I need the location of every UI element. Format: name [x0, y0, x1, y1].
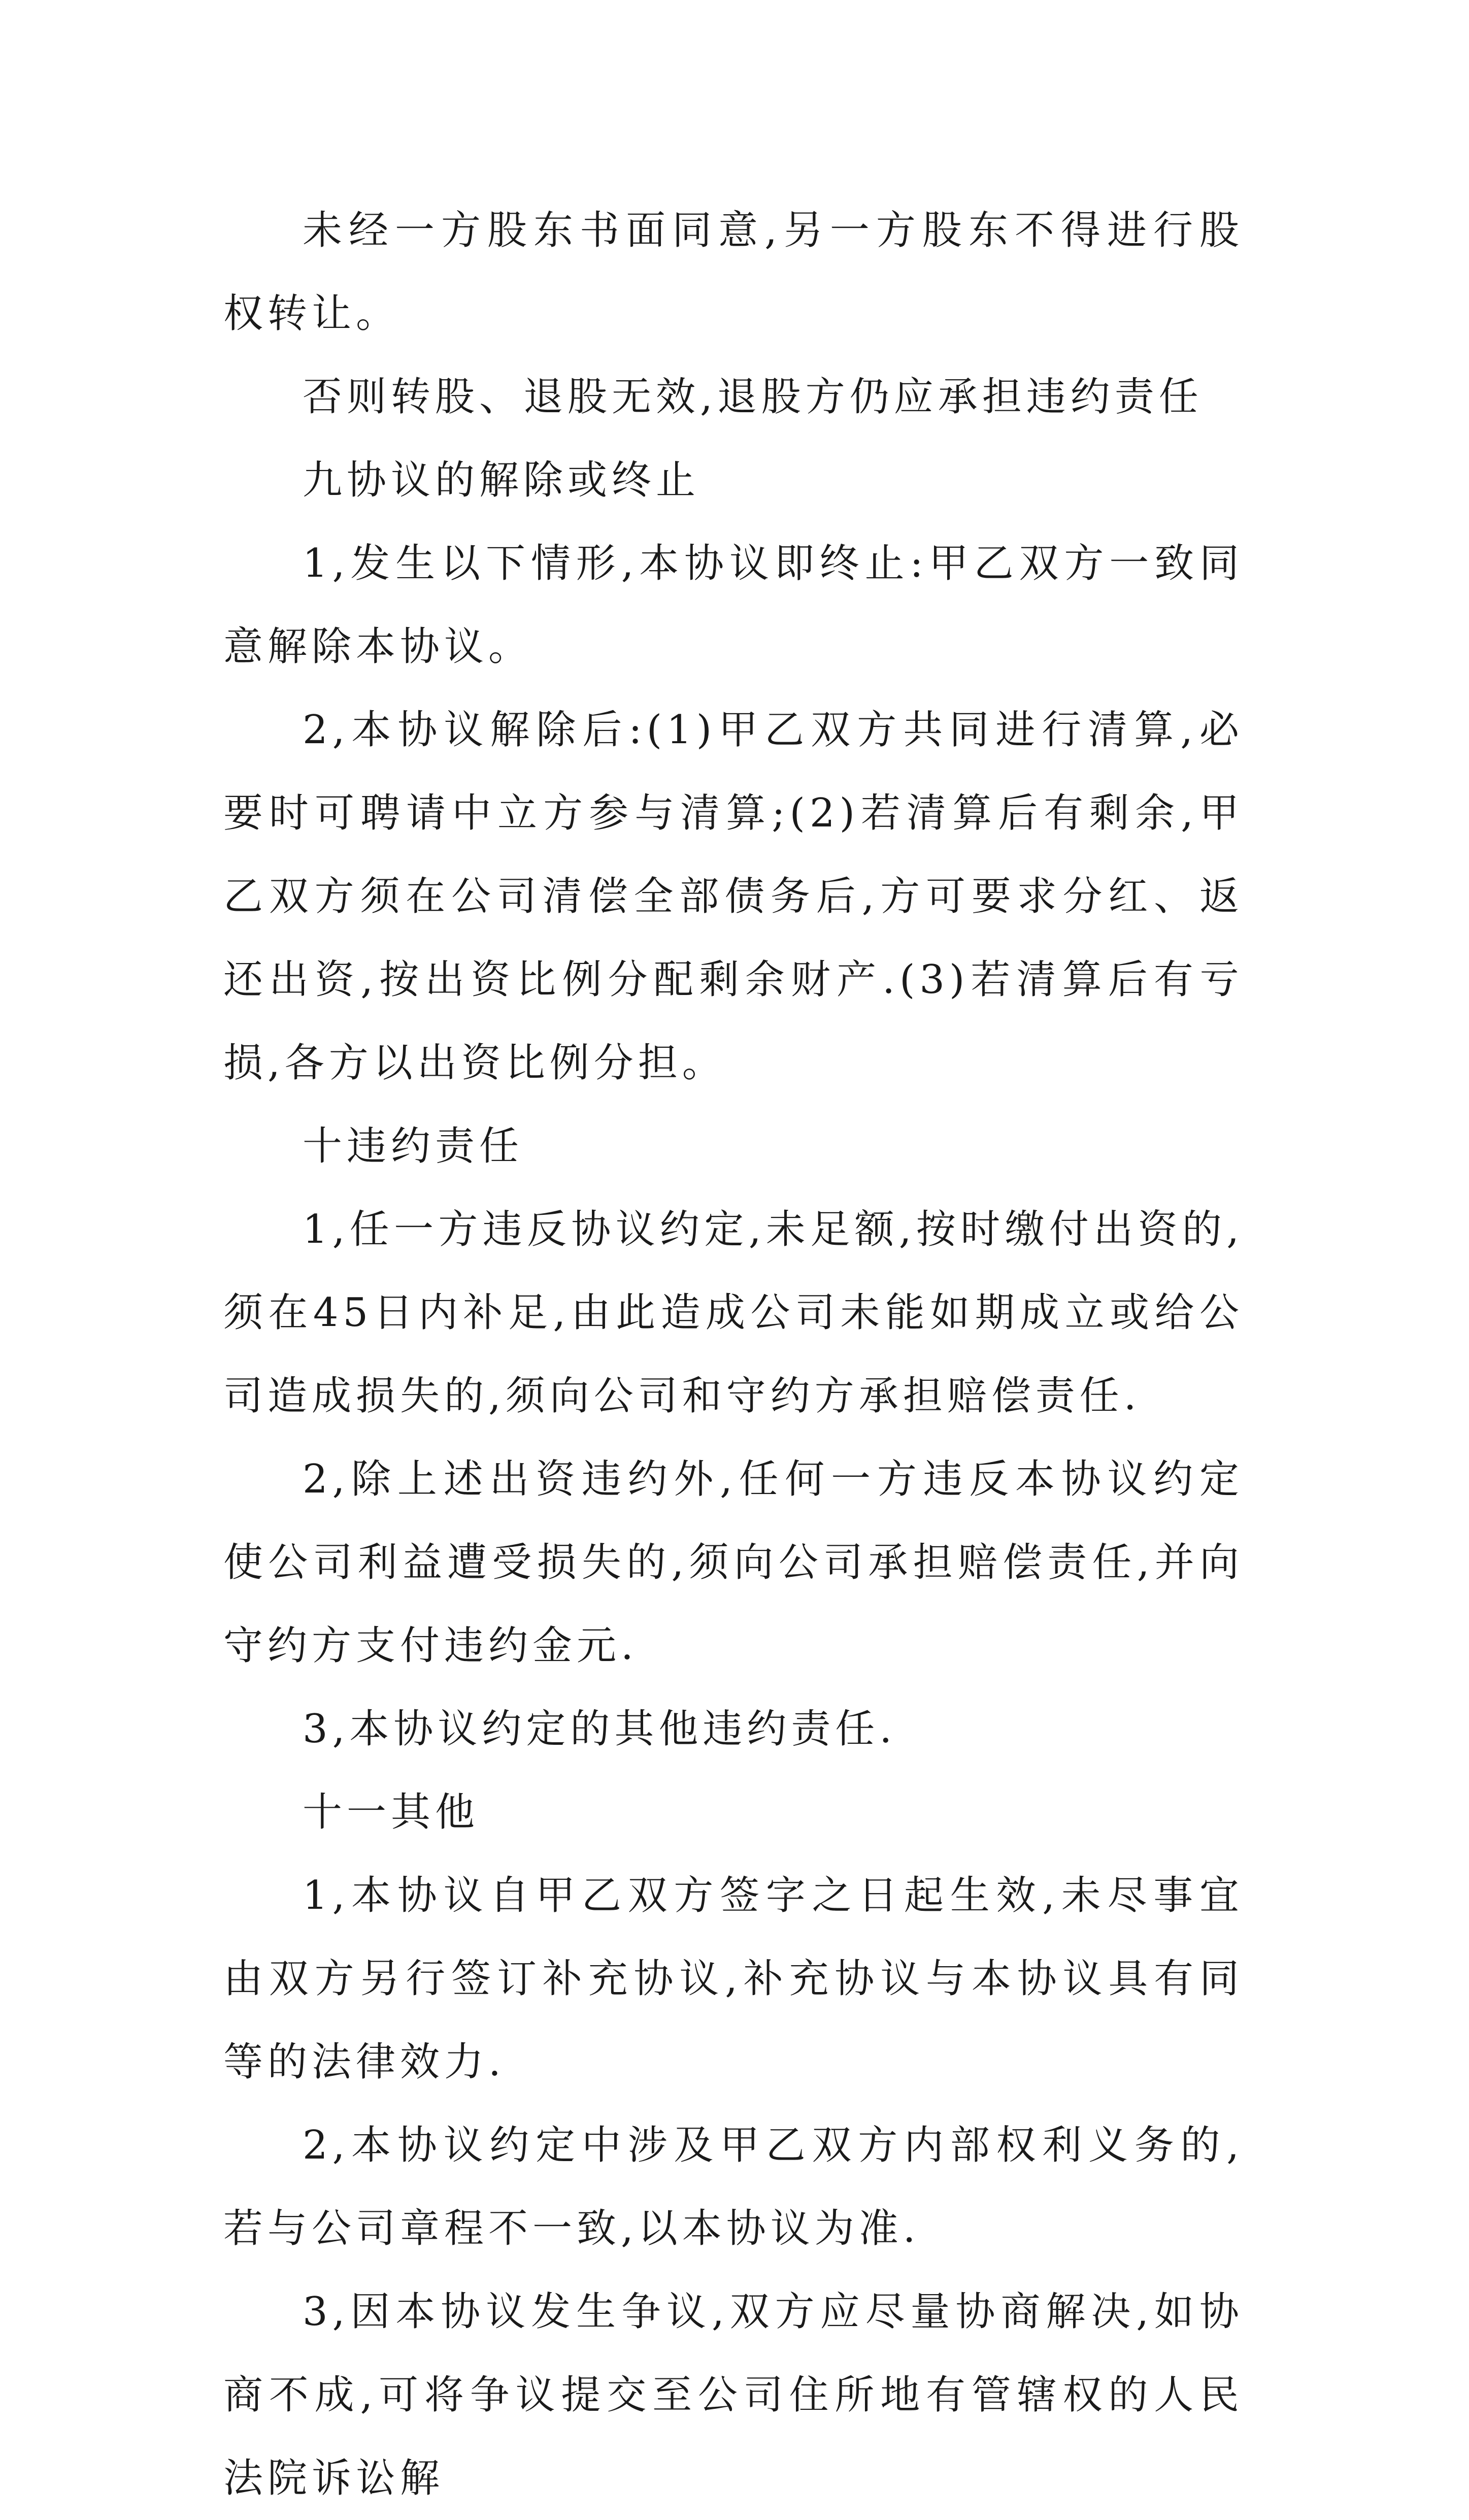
section-heading-breach: 十违约责任	[303, 1123, 524, 1169]
paragraph-breach-3: 3,本协议约定的其他违约责任.	[303, 1706, 897, 1752]
paragraph-breach-2: 2,除上述出资违约外,任何一方违反本协议约定使公司利益遭受损失的,须向公司承担赔偿责任,并向守约方支付违约金元.	[223, 1456, 1244, 1669]
document-body	[223, 189, 1244, 2520]
paragraph-other-1: 1,本协议自甲乙双方签字之日起生效,未尽事宜由双方另行签订补充协议,补充协议与本协议具有同等的法律效力.	[223, 1873, 1244, 2085]
paragraph-other-2: 2,本协议约定中涉及甲乙双方内部权利义务的,若与公司章程不一致,以本协议为准.	[223, 2123, 1244, 2251]
section-heading-other: 十一其他	[303, 1789, 480, 1835]
section-heading-termination: 九协议的解除或终止	[303, 457, 700, 503]
paragraph-termination-2: 2,本协议解除后:(1)甲乙双方共同进行清算,必要时可聘请中立方参与清算;(2)若清算后有剩余,甲乙双方须在公司清偿全部债务后,方可要求分红、返还出资,按出资比例分配剩余财产.(3)若清算后有亏损,各方以出资比例分担。	[223, 707, 1244, 1086]
paragraph-share-transfer: 未经一方股东书面同意,另一方股东不得进行股权转让。	[223, 208, 1244, 337]
paragraph-termination-1: 1,发生以下情形,本协议即终止:甲乙双方一致同意解除本协议。	[223, 541, 1244, 670]
paragraph-other-3: 3,因本协议发生争议,双方应尽量协商解决,如协商不成,可将争议提交至公司住所地有管辖权的人民法院诉讼解	[223, 2289, 1244, 2501]
paragraph-withdrawal-invalid: 否则转股、退股无效,退股方仍应承担违约责任	[303, 374, 1203, 420]
paragraph-breach-1: 1,任一方违反协议约定,未足额,按时缴付出资的,须在45日内补足,由此造成公司未能如期成立或给公司造成损失的,须向公司和守约方承担赔偿责任.	[223, 1207, 1244, 1419]
